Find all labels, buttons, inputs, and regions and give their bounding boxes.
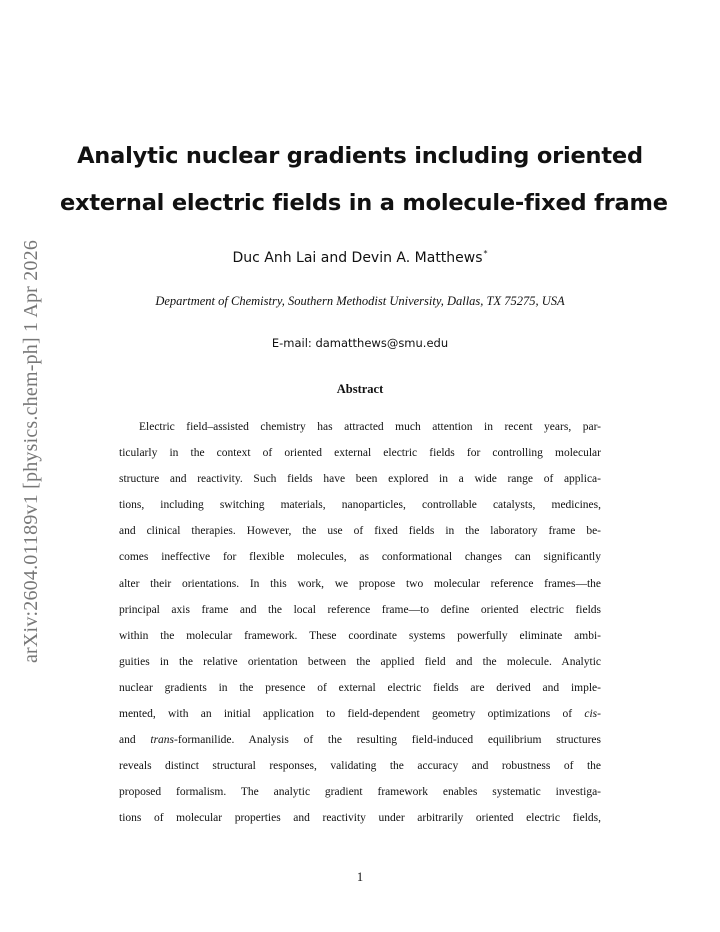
abstract-line: reveals distinct structural responses, validating the accuracy and robustness of the [119, 760, 601, 773]
abstract-line: within the molecular framework. These coordinate systems powerfully eliminate ambi- [119, 629, 601, 642]
arxiv-identifier-stamp [18, 212, 46, 690]
abstract-line: tions, including switching materials, nanoparticles, controllable catalysts, medicines, [119, 499, 601, 512]
corresponding-author-mark: * [483, 249, 488, 258]
paper-title [60, 133, 668, 227]
contact-email: E-mail: damatthews@smu.edu [271, 336, 449, 350]
arxiv-identifier-text: arXiv:2604.01189v1 [physics.chem-ph] 1 Apr 2026 [20, 239, 43, 663]
abstract-line: alter their orientations. In this work, we propose two molecular reference frames—the [119, 577, 601, 590]
abstract-line: ticularly in the context of oriented external electric fields for controlling molecular [119, 447, 601, 460]
abstract-line: principal axis frame and the local reference frame—to define oriented electric fields [119, 603, 601, 616]
abstract-line: and trans-formanilide. Analysis of the resulting field-induced equilibrium structures [119, 734, 601, 747]
author-names: Duc Anh Lai and Devin A. Matthews [232, 250, 483, 266]
abstract-italic-term: cis [584, 708, 598, 721]
abstract-line: proposed formalism. The analytic gradient framework enables systematic investiga- [119, 786, 601, 799]
abstract-body [119, 414, 601, 832]
page-number: 1 [356, 870, 364, 884]
paper-title-line-2: external electric fields in a molecule-fixed frame [60, 190, 668, 216]
abstract-line: mented, with an initial application to field-dependent geometry optimizations of cis- [119, 708, 601, 721]
author-list [0, 249, 720, 266]
abstract-line: comes ineffective for flexible molecules, as conformational changes can significantly [119, 551, 601, 564]
abstract-line: guities in the relative orientation between the applied field and the molecule. Analytic [119, 655, 601, 668]
abstract-line: structure and reactivity. Such fields have been explored in a wide range of applica- [119, 473, 601, 486]
author-affiliation: Department of Chemistry, Southern Methodist University, Dallas, TX 75275, USA [155, 294, 565, 308]
abstract-heading: Abstract [336, 382, 384, 396]
abstract-line: tions of molecular properties and reactivity under arbitrarily oriented electric fields, [119, 812, 601, 825]
abstract-line: and clinical therapies. However, the use of fixed fields in the laboratory frame be- [119, 525, 601, 538]
abstract-line: Electric field–assisted chemistry has attracted much attention in recent years, par- [139, 421, 601, 433]
abstract-italic-term: trans [150, 734, 175, 747]
abstract-line: nuclear gradients in the presence of external electric fields are derived and imple- [119, 681, 601, 694]
paper-title-line-1: Analytic nuclear gradients including oriented [77, 143, 643, 169]
